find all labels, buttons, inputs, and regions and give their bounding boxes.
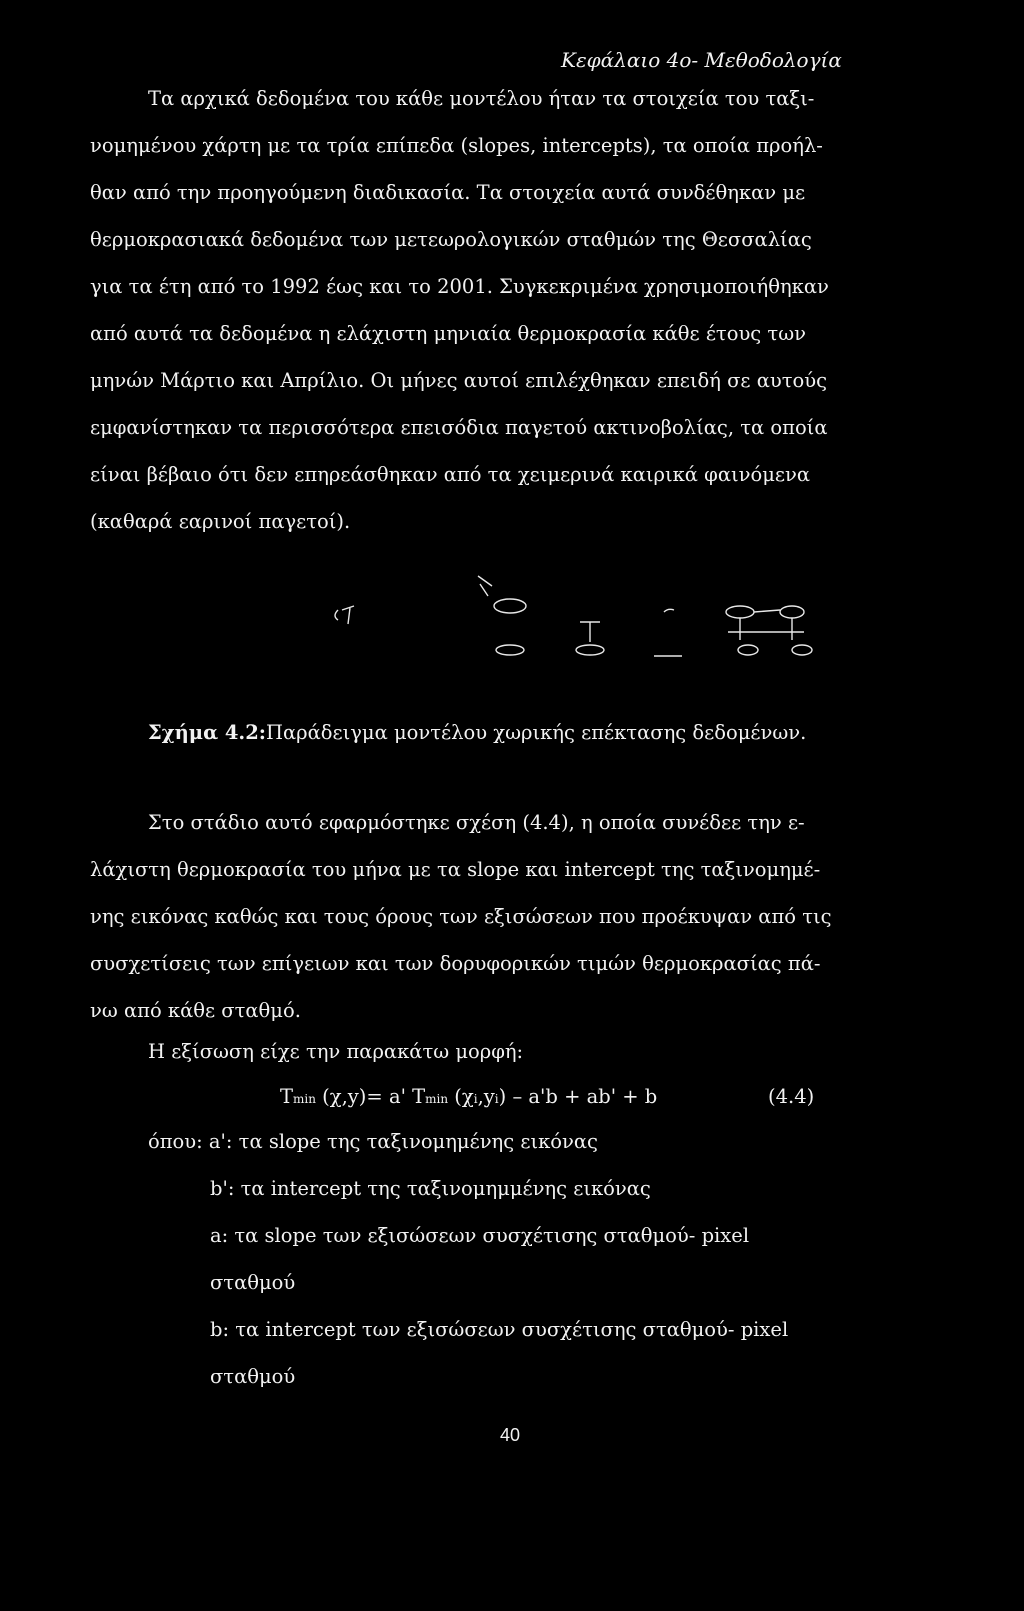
equation-rhs-comma: ,y [477,1085,495,1108]
definition-line: όπου: a': τα slope της ταξινομημένης εικόνας [148,1130,598,1153]
diagram-node-group-2 [478,576,526,655]
chapter-header: Κεφάλαιο 4ο- Μεθοδολογία [561,48,842,72]
definition-line: b: τα intercept των εξισώσεων συσχέτισης σταθμού- pixel [210,1318,789,1341]
paragraph1-line: (καθαρά εαρινοί παγετοί). [90,510,351,533]
diagram-connector [478,576,492,596]
diagram-node [496,645,524,655]
diagram-node-group-3 [576,622,682,656]
paragraph2-line: Στο στάδιο αυτό εφαρμόστηκε σχέση (4.4), η οποία συνέδεε την ε- [148,811,805,834]
equation [280,1085,657,1108]
diagram-node [792,645,812,655]
paragraph1-line: από αυτά τα δεδομένα η ελάχιστη μηνιαία θερμοκρασία κάθε έτους των [90,322,806,345]
paragraph1-line: εμφανίστηκαν τα περισσότερα επεισόδια παγετού ακτινοβολίας, τα οποία [90,416,828,439]
equation-rhs-tail: ) – a'b + ab' + b [498,1085,658,1108]
equation-lhs-args: (χ,y)= a' [315,1085,413,1108]
diagram-connector [335,606,354,624]
diagram-node [738,645,758,655]
paragraph1-line: θαν από την προηγούμενη διαδικασία. Τα στοιχεία αυτά συνδέθηκαν με [90,181,806,204]
diagram-connector [664,609,674,612]
diagram-node-group-4 [664,606,812,655]
paragraph1-line: μηνών Μάρτιο και Απρίλιο. Οι μήνες αυτοί επιλέχθηκαν επειδή σε αυτούς [90,369,828,392]
equation-lhs-t: T [280,1085,294,1108]
paragraph1-line: Τα αρχικά δεδομένα του κάθε μοντέλου ήταν τα στοιχεία του ταξι- [148,87,815,110]
equation-rhs-sub: min [425,1092,449,1106]
paragraph2-line: συσχετίσεις των επίγειων και των δορυφορικών τιμών θερμοκρασίας πά- [90,952,821,975]
paragraph2-line: νω από κάθε σταθμό. [90,999,301,1022]
equation-rhs-t: T [412,1085,426,1108]
equation-lhs-sub: min [293,1092,316,1106]
diagram-node [576,645,604,655]
diagram-node [494,599,526,613]
equation-rhs-open: (χ [448,1085,474,1108]
figure-caption [148,721,806,744]
paragraph1-line: νομημένου χάρτη με τα τρία επίπεδα (slopes, intercepts), τα οποία προήλ- [90,134,823,157]
figure-caption-text: Παράδειγμα μοντέλου χωρικής επέκτασης δεδομένων. [265,721,807,744]
definition-line: σταθμού [210,1271,296,1294]
paragraph2-line: λάχιστη θερμοκρασία του μήνα με τα slope και intercept της ταξινομημέ- [90,858,821,881]
model-diagram-figure [180,570,880,670]
equation-rhs-i1: i [473,1092,478,1106]
definition-line: b': τα intercept της ταξινομημμένης εικόνας [210,1177,651,1200]
paragraph1-line: θερμοκρασιακά δεδομένα των μετεωρολογικών σταθμών της Θεσσαλίας [90,228,812,251]
equation-number: (4.4) [768,1085,815,1108]
diagram-node [726,606,754,618]
diagram-connector [754,610,780,612]
paragraph1-line: είναι βέβαιο ότι δεν επηρεάσθηκαν από τα χειμερινά καιρικά φαινόμενα [90,463,811,486]
paragraph1-line: για τα έτη από το 1992 έως και το 2001. Συγκεκριμένα χρησιμοποιήθηκαν [90,275,829,298]
equation-rhs-i2: i [494,1092,499,1106]
paragraph2-line: νης εικόνας καθώς και τους όρους των εξισώσεων που προέκυψαν από τις [90,905,832,928]
diagram-node-group-1 [335,606,354,624]
definition-line: σταθμού [210,1365,296,1388]
figure-caption-label: Σχήμα 4.2: [148,721,266,744]
equation-intro: Η εξίσωση είχε την παρακάτω μορφή: [148,1040,524,1063]
page-number: 40 [500,1425,521,1445]
definition-line: a: τα slope των εξισώσεων συσχέτισης σταθμού- pixel [210,1224,750,1247]
diagram-node [780,606,804,618]
